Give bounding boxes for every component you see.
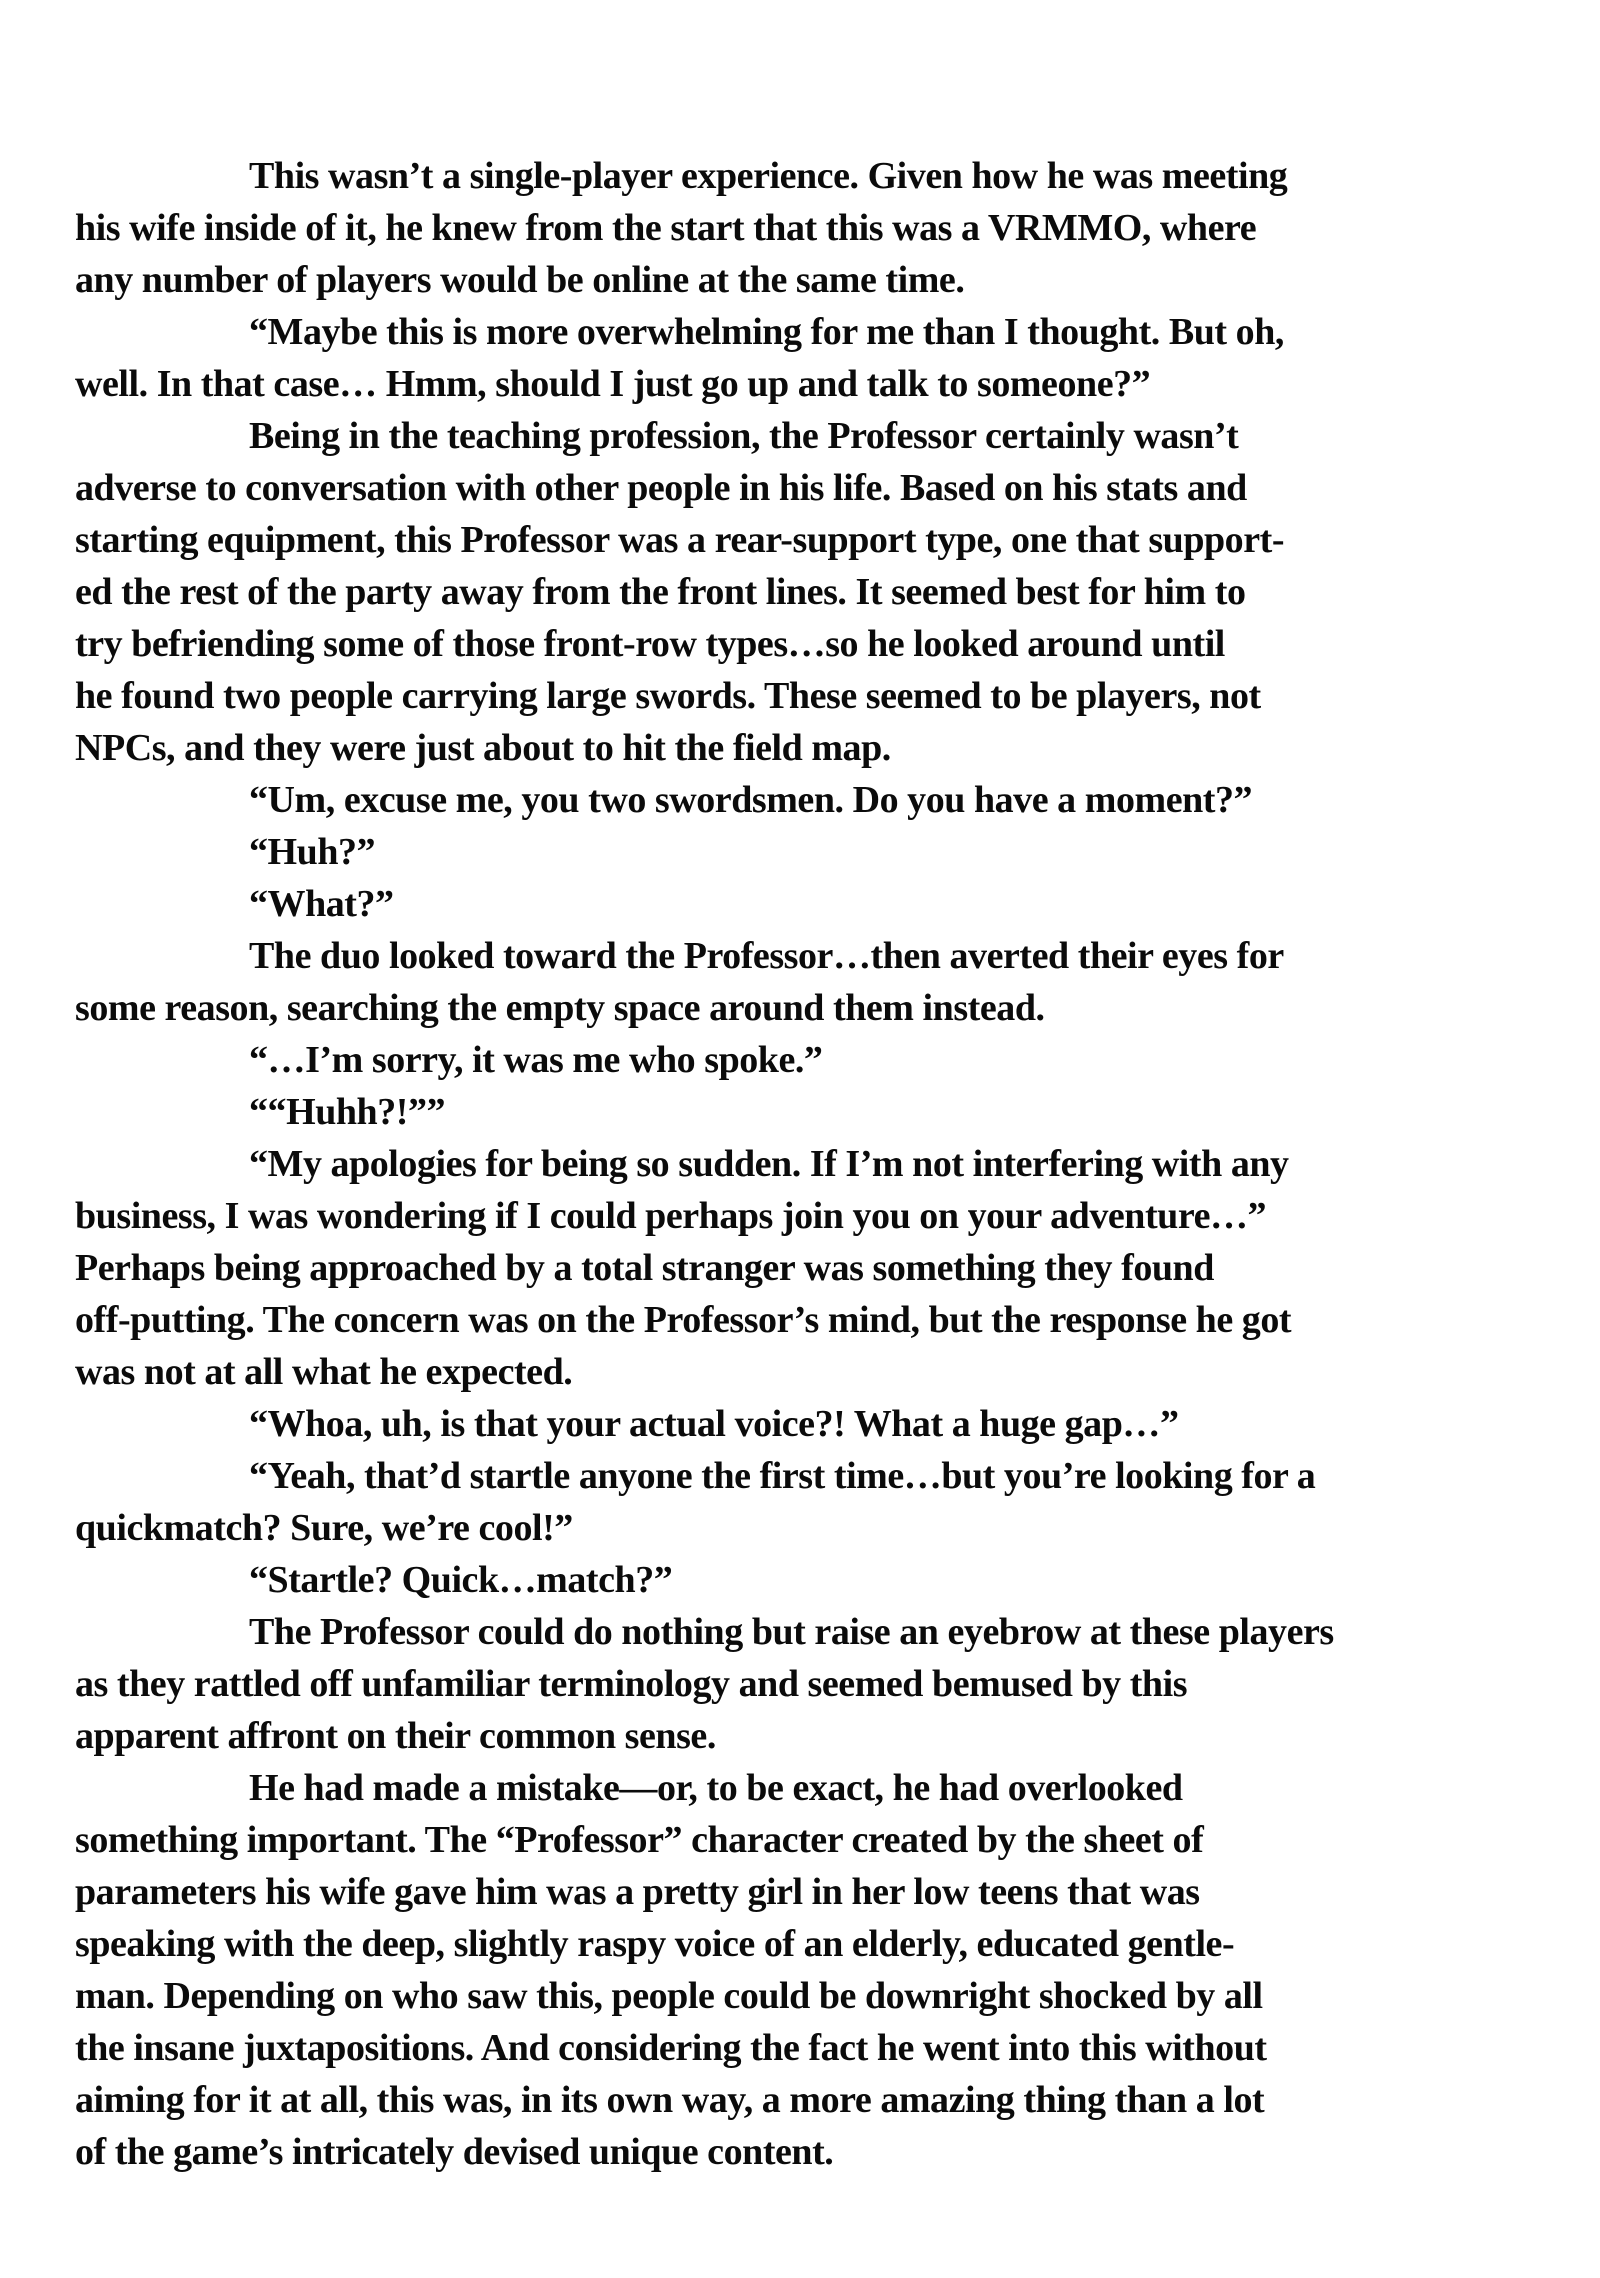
text-line: “Um, excuse me, you two swordsmen. Do you have a moment?” (249, 779, 1253, 821)
text-line: some reason, searching the empty space around them instead. (75, 987, 1045, 1029)
paragraph (75, 1606, 1545, 1762)
text-line: any number of players would be online at the same time. (75, 259, 965, 301)
text-line: adverse to conversation with other people in his life. Based on his stats and (75, 467, 1247, 509)
text-line: speaking with the deep, slightly raspy voice of an elderly, educated gentle- (75, 1923, 1235, 1965)
text-line: as they rattled off unfamiliar terminology and seemed bemused by this (75, 1663, 1188, 1705)
paragraph (75, 410, 1545, 774)
text-line: of the game’s intricately devised unique content. (75, 2131, 834, 2173)
text-line: ed the rest of the party away from the front lines. It seemed best for him to (75, 571, 1246, 613)
paragraph (75, 878, 1545, 930)
text-line: NPCs, and they were just about to hit the field map. (75, 727, 891, 769)
text-line: “Yeah, that’d startle anyone the first time…but you’re looking for a (249, 1455, 1316, 1497)
text-line: try befriending some of those front-row types…so he looked around until (75, 623, 1225, 665)
text-line: business, I was wondering if I could perhaps join you on your adventure…” (75, 1195, 1267, 1237)
text-line: quickmatch? Sure, we’re cool!” (75, 1507, 573, 1549)
paragraph (75, 150, 1545, 306)
text-line: He had made a mistake—or, to be exact, he had overlooked (249, 1767, 1183, 1809)
text-line: Perhaps being approached by a total stranger was something they found (75, 1247, 1214, 1289)
paragraph (75, 306, 1545, 410)
text-line: The Professor could do nothing but raise an eyebrow at these players (249, 1611, 1334, 1653)
paragraph (75, 1554, 1545, 1606)
text-line: “My apologies for being so sudden. If I’m not interfering with any (249, 1143, 1289, 1185)
text-line: Being in the teaching profession, the Professor certainly wasn’t (249, 415, 1239, 457)
paragraph (75, 1398, 1545, 1450)
text-line: well. In that case… Hmm, should I just go up and talk to someone?” (75, 363, 1151, 405)
paragraph (75, 1762, 1545, 2178)
text-line: something important. The “Professor” character created by the sheet of (75, 1819, 1204, 1861)
text-line: “…I’m sorry, it was me who spoke.” (249, 1039, 823, 1081)
text-line: man. Depending on who saw this, people could be downright shocked by all (75, 1975, 1263, 2017)
text-line: aiming for it at all, this was, in its own way, a more amazing thing than a lot (75, 2079, 1265, 2121)
paragraph (75, 1450, 1545, 1554)
text-line: the insane juxtapositions. And considering the fact he went into this without (75, 2027, 1267, 2069)
paragraph (75, 774, 1545, 826)
body-text (75, 150, 1545, 2178)
text-line: he found two people carrying large swords. These seemed to be players, not (75, 675, 1261, 717)
text-line: starting equipment, this Professor was a rear-support type, one that support- (75, 519, 1285, 561)
text-line: off-putting. The concern was on the Professor’s mind, but the response he got (75, 1299, 1292, 1341)
paragraph (75, 826, 1545, 878)
text-line: ““Huhh?!”” (249, 1091, 446, 1133)
text-line: apparent affront on their common sense. (75, 1715, 716, 1757)
text-line: The duo looked toward the Professor…then averted their eyes for (249, 935, 1284, 977)
text-line: “Startle? Quick…match?” (249, 1559, 673, 1601)
text-line: “Huh?” (249, 831, 376, 873)
text-line: was not at all what he expected. (75, 1351, 573, 1393)
paragraph (75, 1034, 1545, 1086)
text-line: “What?” (249, 883, 394, 925)
paragraph (75, 930, 1545, 1034)
text-line: This wasn’t a single-player experience. Given how he was meeting (249, 155, 1288, 197)
paragraph (75, 1086, 1545, 1138)
paragraph (75, 1138, 1545, 1398)
text-line: parameters his wife gave him was a pretty girl in her low teens that was (75, 1871, 1200, 1913)
text-line: “Maybe this is more overwhelming for me than I thought. But oh, (249, 311, 1284, 353)
text-line: “Whoa, uh, is that your actual voice?! What a huge gap…” (249, 1403, 1179, 1445)
text-line: his wife inside of it, he knew from the start that this was a VRMMO, where (75, 207, 1257, 249)
